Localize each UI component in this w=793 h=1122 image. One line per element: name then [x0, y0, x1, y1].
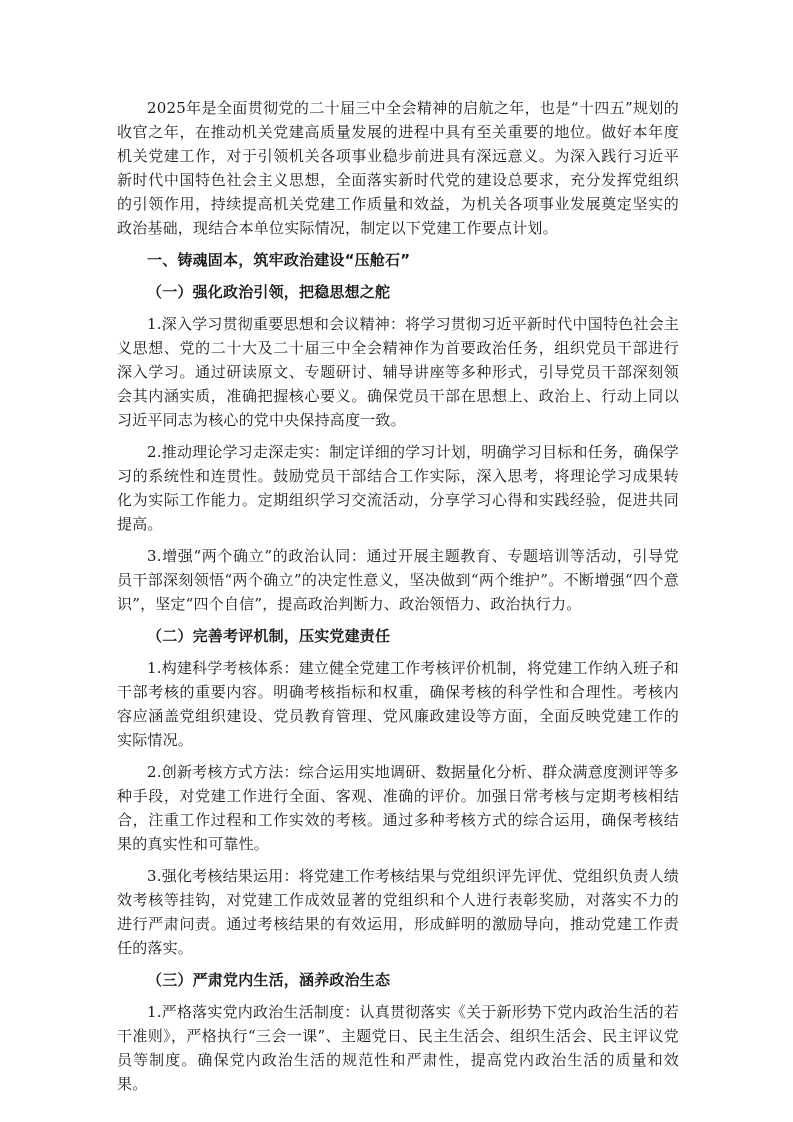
subsection-heading-1: （一）强化政治引领，把稳思想之舵	[147, 283, 391, 301]
paragraph-2-1: 1.构建科学考核体系：建立健全党建工作考核评价机制，将党建工作纳入班子和干部考核的重要内容。明确考核指标和权重，确保考核的科学性和合理性。考核内容应涵盖党组织建设、党员教育管理、党风廉政建设等方面，全面反映党建工作的实际情况。	[117, 659, 679, 749]
document-page	[117, 96, 679, 1104]
paragraph-3-1: 1.严格落实党内政治生活制度：认真贯彻落实《关于新形势下党内政治生活的若干准则》，严格执行“三会一课”、主题党日、民主生活会、组织生活会、民主评议党员等制度。确保党内政治生活的规范性和严肃性，提高党内政治生活的质量和效果。	[117, 1003, 679, 1093]
intro-paragraph: 2025年是全面贯彻党的二十届三中全会精神的启航之年，也是“十四五”规划的收官之年，在推动机关党建高质量发展的进程中具有至关重要的地位。做好本年度机关党建工作，对于引领机关各项事业稳步前进具有深远意义。为深入践行习近平新时代中国特色社会主义思想，全面落实新时代党的建设总要求，充分发挥党组织的引领作用，持续提高机关党建工作质量和效益，为机关各项事业发展奠定坚实的政治基础，现结合本单位实际情况，制定以下党建工作要点计划。	[117, 99, 679, 237]
paragraph-1-3: 3.增强“两个确立”的政治认同：通过开展主题教育、专题培训等活动，引导党员干部深刻领悟“两个确立”的决定性意义，坚决做到“两个维护”。不断增强“四个意识”，坚定“四个自信”，提高政治判断力、政治领悟力、政治执行力。	[117, 547, 679, 613]
subsection-heading-2: （二）完善考评机制，压实党建责任	[147, 627, 391, 645]
section-heading-1: 一、铸魂固本，筑牢政治建设“压舱石”	[147, 251, 411, 269]
paragraph-1-2: 2.推动理论学习走深走实：制定详细的学习计划，明确学习目标和任务，确保学习的系统性和连贯性。鼓励党员干部结合工作实际，深入思考，将理论学习成果转化为实际工作能力。定期组织学习交流活动，分享学习心得和实践经验，促进共同提高。	[117, 443, 679, 533]
paragraph-2-2: 2.创新考核方式方法：综合运用实地调研、数据量化分析、群众满意度测评等多种手段，对党建工作进行全面、客观、准确的评价。加强日常考核与定期考核相结合，注重工作过程和工作实效的考核。通过多种考核方式的综合运用，确保考核结果的真实性和可靠性。	[117, 763, 679, 853]
subsection-heading-3: （三）严肃党内生活，涵养政治生态	[147, 971, 391, 989]
paragraph-1-1: 1.深入学习贯彻重要思想和会议精神：将学习贯彻习近平新时代中国特色社会主义思想、党的二十大及二十届三中全会精神作为首要政治任务，组织党员干部进行深入学习。通过研读原文、专题研讨、辅导讲座等多种形式，引导党员干部深刻领会其内涵实质，准确把握核心要义。确保党员干部在思想上、政治上、行动上同以习近平同志为核心的党中央保持高度一致。	[117, 315, 679, 429]
paragraph-2-3: 3.强化考核结果运用：将党建工作考核结果与党组织评先评优、党组织负责人绩效考核等挂钩，对党建工作成效显著的党组织和个人进行表彰奖励，对落实不力的进行严肃问责。通过考核结果的有效运用，形成鲜明的激励导向，推动党建工作责任的落实。	[117, 867, 679, 957]
